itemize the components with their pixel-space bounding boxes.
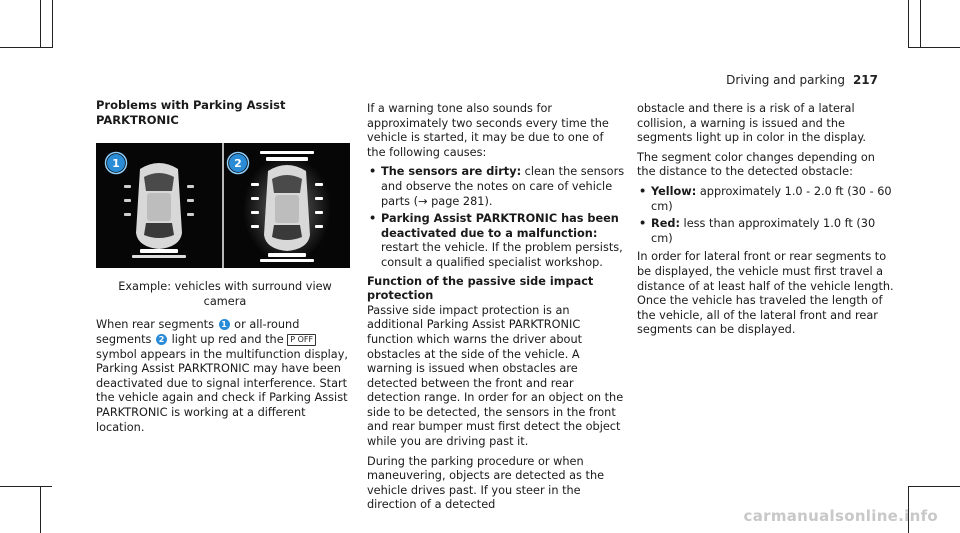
- section-title: Driving and parking: [726, 73, 845, 87]
- paragraph: During the parking procedure or when maneuvering, objects are detected as the vehicle drives past. If you steer in the direction of a detected: [367, 454, 605, 512]
- crop-mark: [0, 486, 52, 487]
- paragraph: obstacle and there is a risk of a lateral collision, a warning is issued and the segments light up in color in the display.: [637, 102, 866, 145]
- list-item-label: Yellow:: [651, 184, 697, 198]
- paragraph: In order for lateral front or rear segments to be displayed, the vehicle must first travel a distance of at least half of the vehicle length. Once the vehicle has traveled the length of the vehicle, all of the lateral front and rear segments can be displayed.: [637, 250, 894, 337]
- list-item: [637, 217, 897, 246]
- car-top-view-icon: [96, 143, 222, 268]
- text-run: When rear segments: [96, 318, 218, 332]
- paragraph: The segment color changes depending on the distance to the detected obstacle:: [637, 150, 875, 179]
- distance-list: [637, 185, 897, 246]
- parktronic-off-symbol-icon: P OFF: [287, 334, 316, 346]
- causes-list: [367, 165, 625, 270]
- figure-panel-rear-segments: [96, 143, 222, 268]
- figure-badge-1: 1: [112, 157, 120, 171]
- list-item-text: restart the vehicle. If the problem persists, consult a qualified specialist workshop.: [381, 241, 623, 269]
- section-heading: Problems with Parking Assist PARKTRONIC: [96, 98, 286, 127]
- figure-badge-2: 2: [234, 157, 242, 171]
- paragraph: Passive side impact protection is an additional Parking Assist PARKTRONIC function which warns the driver about obstacles at the side of the vehicle. A warning is issued when obstacles are detected between the front and rear detection range. In order for an object on the side to be detected, the sensors in the front and rear bumper must first detect the object while you are driving past it.: [367, 303, 624, 449]
- callout-1: 1: [219, 319, 230, 330]
- car-top-view-glow-icon: [224, 143, 350, 268]
- text-run: symbol appears in the multifunction display, Parking Assist PARKTRONIC may have been deactivated due to signal interference. Start the vehicle again and check if Parking Assist PARKTRONIC is working at a different location.: [96, 347, 348, 434]
- figure-panel-all-round-segments: [224, 143, 350, 268]
- parktronic-figure: [96, 143, 350, 268]
- callout-2: 2: [156, 334, 167, 345]
- column-1: [96, 98, 354, 440]
- crop-mark: [908, 486, 960, 487]
- crop-mark: [52, 0, 53, 48]
- text-run: light up red and the: [168, 332, 288, 346]
- list-item-label: The sensors are dirty:: [381, 165, 522, 179]
- text-run: or all-round segments: [96, 318, 300, 346]
- column-2: [367, 102, 625, 518]
- paragraph: If a warning tone also sounds for approximately two seconds every time the vehicle is started, it may be due to one of the following causes:: [367, 102, 609, 159]
- subsection-heading: Function of the passive side impact protection: [367, 274, 594, 303]
- page-number: 217: [852, 73, 878, 87]
- crop-mark: [40, 0, 41, 48]
- paragraph: [96, 318, 354, 435]
- list-item: [367, 212, 625, 270]
- crop-mark: [0, 47, 52, 48]
- list-item: [637, 185, 897, 214]
- list-item: [367, 165, 625, 209]
- figure-caption: Example: vehicles with surround view camera: [118, 280, 332, 308]
- watermark: carmanualsonline.info: [743, 507, 938, 525]
- running-header: [726, 73, 878, 87]
- list-item-label: Red:: [651, 217, 680, 231]
- crop-mark: [908, 0, 909, 48]
- list-item-text: less than approximately 1.0 ft (30 cm): [651, 217, 876, 245]
- list-item-text: clean the sensors and observe the notes on care of vehicle parts (→ page 281).: [381, 165, 625, 208]
- crop-mark: [40, 486, 41, 533]
- list-item-label: Parking Assist PARKTRONIC has been deactivated due to a malfunction:: [381, 212, 619, 240]
- column-3: [637, 102, 897, 343]
- crop-mark: [920, 0, 921, 48]
- list-item-text: approximately 1.0 - 2.0 ft (30 - 60 cm): [651, 184, 892, 213]
- crop-mark: [908, 47, 960, 48]
